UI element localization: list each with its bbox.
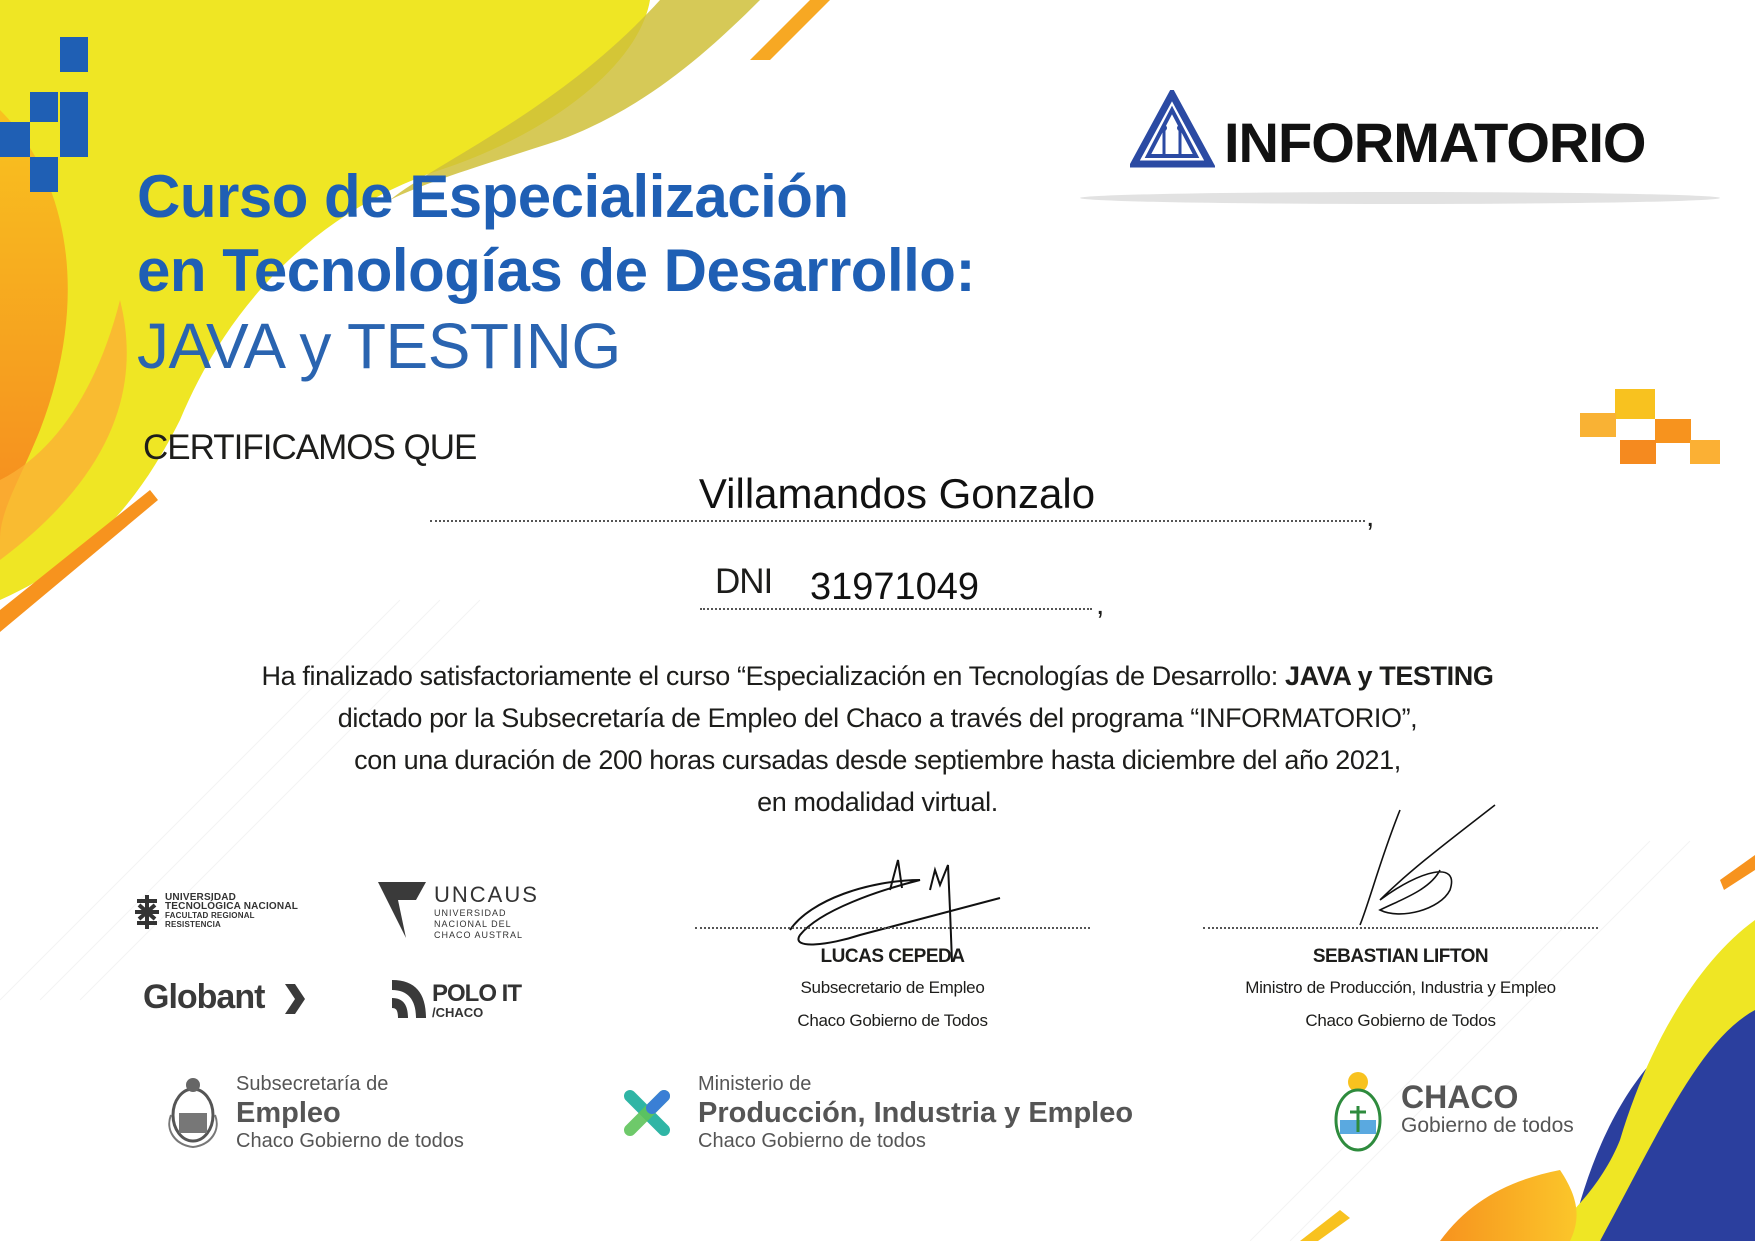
- body-line-3: con una duración de 200 horas cursadas desde septiembre hasta diciembre del año 2021,: [354, 745, 1401, 775]
- dni-comma: ,: [1096, 588, 1105, 621]
- body-line-1-text: Ha finalizado satisfactoriamente el curso “Especialización en Tecnologías de Desarrollo:: [261, 661, 1285, 691]
- ministerio-logo: [698, 1073, 1133, 1153]
- uncaus-line-2: NACIONAL DEL: [434, 919, 512, 929]
- name-comma: ,: [1366, 500, 1375, 533]
- chaco-line-1: CHACO: [1401, 1079, 1519, 1115]
- uncaus-line-1: UNIVERSIDAD: [434, 908, 507, 918]
- utn-line-2: TECNOLÓGICA NACIONAL: [165, 901, 299, 912]
- utn-logo: [165, 893, 298, 929]
- uncaus-logo-icon: [376, 880, 428, 940]
- course-title: [137, 160, 975, 388]
- ministerio-cross-icon: [622, 1088, 672, 1138]
- signer-2-org: Chaco Gobierno de Todos: [1305, 1011, 1496, 1030]
- utn-line-1: UNIVERSIDAD: [165, 892, 237, 903]
- utn-logo-icon: [133, 893, 161, 931]
- body-line-1: [120, 655, 1635, 697]
- certify-label: CERTIFICAMOS QUE: [143, 428, 477, 467]
- poloit-logo: [432, 982, 521, 1020]
- ministerio-line-1: Ministerio de: [698, 1073, 812, 1095]
- chaco-logo: [1401, 1080, 1574, 1138]
- title-line-3: JAVA y TESTING: [137, 310, 621, 382]
- empleo-line-1: Subsecretaría de: [236, 1073, 389, 1095]
- chaco-line-2: Gobierno de todos: [1401, 1114, 1574, 1137]
- signature-lifton: [1340, 800, 1500, 940]
- signer-1-role: Subsecretario de Empleo: [800, 978, 985, 997]
- signer-2-role: Ministro de Producción, Industria y Empleo: [1245, 978, 1556, 997]
- signer-1-org: Chaco Gobierno de Todos: [797, 1011, 988, 1030]
- body-line-1-bold: JAVA y TESTING: [1285, 661, 1494, 691]
- poloit-sub: /CHACO: [432, 1005, 484, 1020]
- chaco-shield-icon: [1330, 1070, 1386, 1156]
- signature-line-2: [1203, 927, 1598, 929]
- empleo-line-3: Chaco Gobierno de todos: [236, 1130, 464, 1152]
- informatorio-logo-icon: [1130, 90, 1215, 170]
- certificate-body: [120, 655, 1635, 823]
- recipient-name: Villamandos Gonzalo: [698, 470, 1096, 517]
- dni-label: DNI: [715, 562, 773, 601]
- utn-line-4: RESISTENCIA: [165, 920, 221, 929]
- coat-of-arms-icon: [165, 1075, 221, 1150]
- empleo-logo: [236, 1073, 464, 1153]
- ministerio-line-2: Producción, Industria y Empleo: [698, 1097, 1134, 1129]
- uncaus-logo: [434, 882, 539, 941]
- signer-2-name: SEBASTIAN LIFTON: [1312, 946, 1489, 967]
- uncaus-name: UNCAUS: [434, 882, 539, 907]
- brand-name: INFORMATORIO: [1224, 111, 1646, 174]
- name-dotted-line: [430, 520, 1365, 522]
- poloit-name: POLO IT: [432, 980, 521, 1007]
- body-line-4: en modalidad virtual.: [757, 787, 998, 817]
- globant-logo: Globant: [143, 978, 265, 1016]
- globant-chevron-icon: [283, 982, 307, 1016]
- empleo-line-2: Empleo: [236, 1097, 341, 1129]
- poloit-logo-icon: [386, 974, 432, 1022]
- signer-1-name: LUCAS CEPEDA: [820, 946, 965, 967]
- dni-value: 31971049: [810, 566, 980, 608]
- uncaus-line-3: CHACO AUSTRAL: [434, 930, 524, 940]
- signature-line-1: [695, 927, 1090, 929]
- ministerio-line-3: Chaco Gobierno de todos: [698, 1130, 926, 1152]
- title-line-2: en Tecnologías de Desarrollo:: [137, 237, 975, 304]
- utn-line-3: FACULTAD REGIONAL: [165, 911, 255, 920]
- dni-dotted-line: [700, 608, 1092, 610]
- title-line-1: Curso de Especialización: [137, 163, 849, 230]
- body-line-2: dictado por la Subsecretaría de Empleo del Chaco a través del programa “INFORMATORIO”,: [337, 703, 1418, 733]
